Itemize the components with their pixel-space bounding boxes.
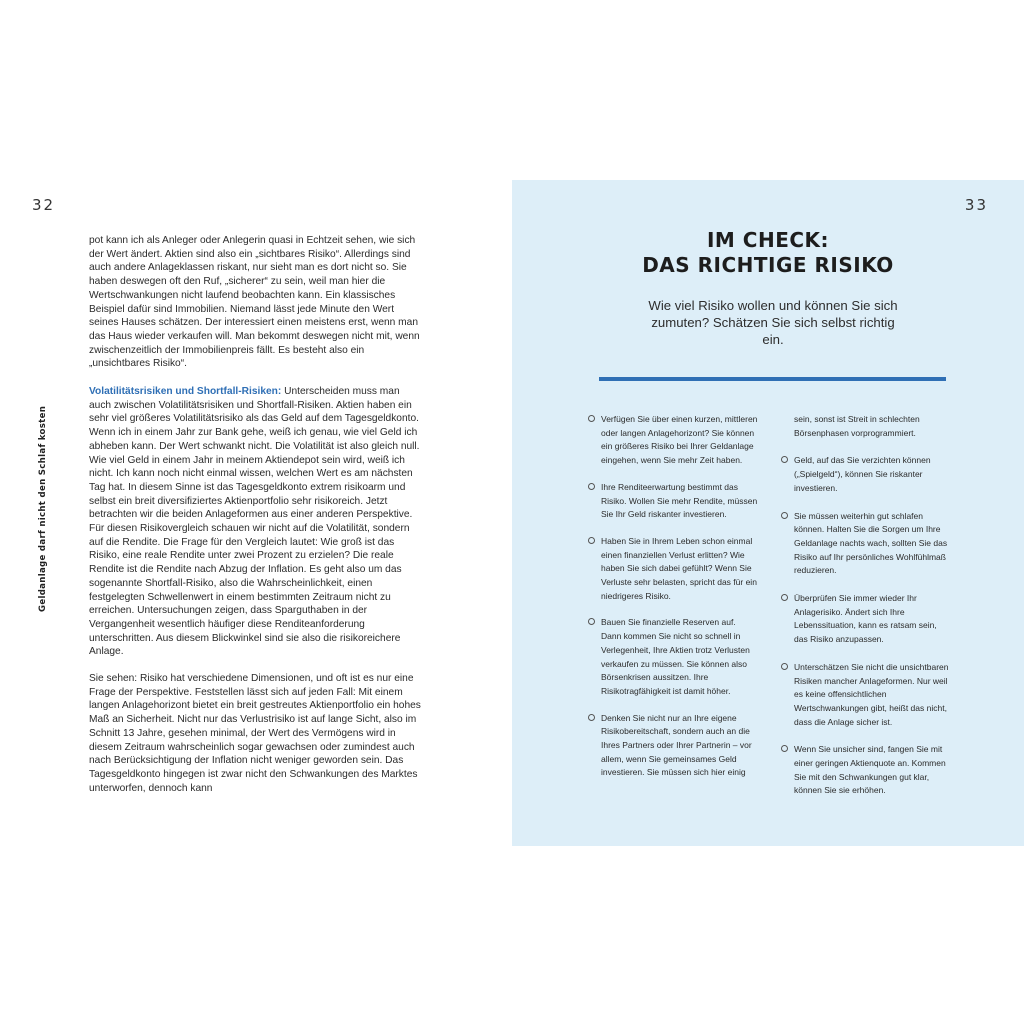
list-item-text: Sie müssen weiterhin gut schlafen können. Halten Sie die Sorgen um Ihre Geldanlage nachts wach, sollten Sie das Risiko auf Ihr persönliches Wohlfühlmaß reduzieren. [794,510,948,576]
circle-bullet-icon [588,415,595,422]
circle-bullet-icon [588,537,595,544]
body-paragraph-2 [89,385,424,673]
circle-bullet-icon [781,594,788,601]
circle-bullet-icon [781,663,788,670]
list-item [588,535,758,604]
list-item [781,743,951,798]
list-item [588,481,758,522]
circle-bullet-icon [781,456,788,463]
list-item-text: Verfügen Sie über einen kurzen, mittleren oder langen Anlagehorizont? Sie können ein größeres Risiko bei Ihrer Geldanlage eingehen, wenn Sie mehr Zeit haben. [601,414,758,466]
circle-bullet-icon [781,745,788,752]
list-item-text: Geld, auf das Sie verzichten können („Spielgeld“), können Sie riskanter investieren. [794,455,931,493]
list-item [588,712,758,781]
circle-bullet-icon [588,618,595,625]
list-item [588,616,758,698]
running-head: Geldanlage darf nicht den Schlaf kosten [38,405,48,612]
paragraph-text: pot kann ich als Anleger oder Anlegerin quasi in Echtzeit sehen, wie sich der Wert ändert. Aktien sind also ein „sichtbares Risiko“. Allerdings sind auch andere Anlageklassen riskant, nur sieht man es dort nicht so. Sie haben deswegen oft den Ruf, „sicherer“ zu sein, weil man hier die Wertschwankungen nicht laufend beobachten kann. Ein klassisches Beispiel dafür sind Immobilien. Niemand lässt jede Minute den Wert seines Hauses schätzen. Der interessiert einen meistens erst, wenn man das Haus wieder verkaufen will. Man bekommt deswegen nicht mit, wenn zwischenzeitlich der Immobilienpreis fällt. Es besteht also ein „unsichtbares Risiko“. [89,235,420,370]
list-item-text: Haben Sie in Ihrem Leben schon einmal einen finanziellen Verlust erlitten? Wie haben Sie sich dabei gefühlt? Wenn Sie Verluste sehr belasten, spricht das für ein niedrigeres Risiko. [601,535,757,601]
circle-bullet-icon [781,512,788,519]
list-item-text: Überprüfen Sie immer wieder Ihr Anlagerisiko. Ändert sich Ihre Lebenssituation, kann es ratsam sein, das Risiko anzupassen. [794,593,937,645]
check-title-line-2: DAS RICHTIGE RISIKO [642,253,894,277]
page-number-right: 33 [964,196,988,214]
list-item [781,592,951,647]
paragraph-body: Unterscheiden muss man auch zwischen Volatilitätsrisiken und Shortfall-Risiken. Aktien haben ein sehr viel größeres Volatilitätsrisiko als das Geld auf dem Tagesgeldkonto. Wenn ich in einem Jahr zur Bank gehe, weiß ich genau, wie viel Geld ich abheben kann. Der Wert schwankt nicht. Die Volatilität ist also gleich null. Wie viel Geld in einem Jahr in meinem Aktiendepot sein wird, weiß ich nicht. Ich kann noch nicht einmal wissen, welchen Wert es am nächsten Tag hat. In diesem Sinne ist das Tagesgeldkonto extrem risikoarm und selbst ein breit diversifiziertes Aktienportfolio sehr risikoreich. Jetzt betrachten wir die beiden Anlageformen aus einer anderen Perspektive. Für diesen Risikovergleich schauen wir nicht auf die Volatilität, sondern auf die Rendite. Die Frage für den Vergleich lautet: Wie groß ist das Risiko, eine reale Rendite unter zwei Prozent zu erzielen? Die reale Rendite ist die Rendite nach Abzug der Inflation. Es geht also um das sogenannte Shortfall-Risiko, also die Wahrscheinlichkeit, einen festgelegten Schwellenwert in einem bestimmten Zeitraum nicht zu erreichen. Untersuchungen zeigen, dass Sparguthaben in der Vergangenheit wesentlich häufiger diese Renditeanforderung unterschritten. Aus diesem Blickwinkel sind sie also die risikoreichere Anlage. [89,386,420,658]
divider-rule [599,377,946,381]
list-item-text: sein, sonst ist Streit in schlechten Börsenphasen vorprogrammiert. [794,414,920,438]
list-item-continuation [781,413,951,440]
body-paragraph-1 [89,234,424,385]
list-item-text: Wenn Sie unsicher sind, fangen Sie mit einer geringen Aktienquote an. Kommen Sie mit den Schwankungen gut klar, können Sie sie erhöhen. [794,744,946,796]
checklist-column-left [588,413,758,793]
list-item [588,413,758,468]
paragraph-subheading: Volatilitätsrisiken und Shortfall-Risiken: [89,386,282,397]
list-item [781,510,951,579]
circle-bullet-icon [588,714,595,721]
list-item-text: Ihre Renditeerwartung bestimmt das Risiko. Wollen Sie mehr Rendite, müssen Sie Ihr Geld riskanter investieren. [601,481,758,520]
paragraph-text: Sie sehen: Risiko hat verschiedene Dimensionen, und oft ist es nur eine Frage der Perspektive. Feststellen lässt sich auf jeden Fall: Mit einem langen Anlagehorizont bietet ein breit gestreutes Aktienportfolio ein hohes Maß an Sicherheit. Nicht nur das Verlustrisiko ist auf lange Sicht, also im Schnitt 13 Jahre, gesehen minimal, der Wert des Vermögens wird in diesem Zeitraum wahrscheinlich sogar gewachsen oder zumindest auch nach Berücksichtigung der Inflation nicht weniger geworden sein. Das Tagesgeldkonto hingegen ist zwar nicht den Schwankungen des Marktes unterworfen, dennoch kann [89,673,421,794]
check-title-line-1: IM CHECK: [706,228,830,252]
list-item [781,454,951,495]
paragraph-text [89,385,424,659]
page-number-left: 32 [32,196,56,214]
list-item-text: Unterschätzen Sie nicht die unsichtbaren Risiken mancher Anlageformen. Nur weil es keine offensichtlichen Wertschwankungen gibt, heißt das nicht, dass die Anlage sicher ist. [794,661,949,727]
check-subtitle: Wie viel Risiko wollen und können Sie sich zumuten? Schätzen Sie sich selbst richtig ein. [648,298,898,347]
list-item-text: Bauen Sie finanzielle Reserven auf. Dann kommen Sie nicht so schnell in Verlegenheit, Ihre Aktien trotz Verlusten verkaufen zu müssen. Sie können also Börsenkrisen aussitzen. Ihre Risikotragfähigkeit ist damit höher. [601,617,750,696]
circle-bullet-icon [588,483,595,490]
check-title [512,228,1024,278]
body-paragraph-3 [89,672,424,809]
list-item [781,661,951,730]
checklist-column-right [781,413,951,812]
list-item-text: Denken Sie nicht nur an Ihre eigene Risikobereitschaft, sondern auch an die Ihres Partners oder Ihrer Partnerin – vor allem, wenn Sie gemeinsames Geld investieren. Sie müssen sich hier einig [601,712,752,778]
